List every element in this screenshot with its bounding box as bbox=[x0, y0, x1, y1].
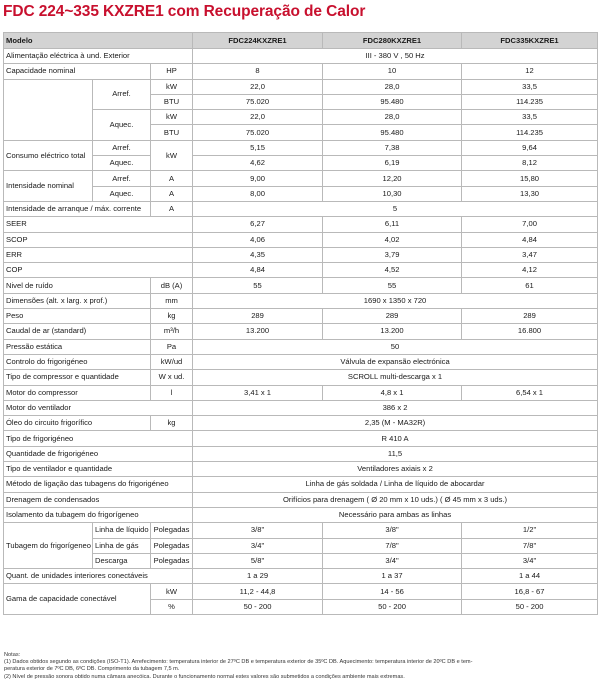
note-2: (2) Nível de pressão sonora obtido numa câmara anecóica. Durante o funcionamento normal estes valores são submetidos a condições ambiente mais extremas. bbox=[4, 673, 405, 680]
table-row bbox=[4, 293, 598, 308]
table-row bbox=[4, 324, 598, 339]
row-unit: W x ud. bbox=[151, 370, 193, 385]
cell-value: 114.235 bbox=[462, 125, 598, 140]
cell-value: 289 bbox=[193, 309, 323, 324]
table-row bbox=[4, 201, 598, 216]
cell-value: 9,00 bbox=[193, 171, 323, 186]
row-label: Nivel de ruído bbox=[4, 278, 151, 293]
cell-value: 4,52 bbox=[323, 263, 462, 278]
table-row bbox=[4, 523, 598, 538]
row-label: Tipo de frigorigéneo bbox=[4, 431, 193, 446]
row-value: Linha de gás soldada / Linha de líquido de abocardar bbox=[193, 477, 598, 492]
table-row bbox=[4, 140, 598, 155]
cell-value: 28,0 bbox=[323, 79, 462, 94]
row-label: Tipo de compressor e quantidade bbox=[4, 370, 151, 385]
row-unit: mm bbox=[151, 293, 193, 308]
row-sublabel: Linha de gás bbox=[93, 538, 151, 553]
row-label: SEER bbox=[4, 217, 193, 232]
table-row bbox=[4, 446, 598, 461]
row-value: SCROLL multi-descarga x 1 bbox=[193, 370, 598, 385]
footnotes bbox=[4, 652, 596, 681]
row-sublabel: Aquec. bbox=[93, 186, 151, 201]
row-unit: Pa bbox=[151, 339, 193, 354]
header-modelo: Modelo bbox=[4, 33, 193, 49]
cell-value: 13.200 bbox=[323, 324, 462, 339]
cell-value: 6,54 x 1 bbox=[462, 385, 598, 400]
cell-value: 11,2 - 44,8 bbox=[193, 584, 323, 599]
header-model-2: FDC280KXZRE1 bbox=[323, 33, 462, 49]
row-label: ERR bbox=[4, 247, 193, 262]
cell-value: 8,12 bbox=[462, 156, 598, 171]
table-row bbox=[4, 400, 598, 415]
cell-value: 1 a 37 bbox=[323, 569, 462, 584]
cell-value: 4,84 bbox=[193, 263, 323, 278]
cell-value: 7,00 bbox=[462, 217, 598, 232]
cell-value: 4,35 bbox=[193, 247, 323, 262]
cell-value: 95.480 bbox=[323, 125, 462, 140]
row-label: Intensidade de arranque / máx. corrente bbox=[4, 201, 151, 216]
row-sublabel: Descarga bbox=[93, 553, 151, 568]
cell-value: 1 a 29 bbox=[193, 569, 323, 584]
table-row bbox=[4, 354, 598, 369]
table-row bbox=[4, 247, 598, 262]
row-label: Método de ligação das tubagens do frigorigéneo bbox=[4, 477, 193, 492]
row-sublabel: Arref. bbox=[93, 171, 151, 186]
row-value: 5 bbox=[193, 201, 598, 216]
cell-value: 114.235 bbox=[462, 94, 598, 109]
row-value: 386 x 2 bbox=[193, 400, 598, 415]
table-row bbox=[4, 64, 598, 79]
row-unit: l bbox=[151, 385, 193, 400]
row-value: R 410 A bbox=[193, 431, 598, 446]
cell-value: 12,20 bbox=[323, 171, 462, 186]
cell-value: 50 - 200 bbox=[462, 599, 598, 614]
cell-value: 61 bbox=[462, 278, 598, 293]
cell-value: 16,8 - 67 bbox=[462, 584, 598, 599]
cell-value: 7/8" bbox=[323, 538, 462, 553]
row-label: Dimensões (alt. x larg. x prof.) bbox=[4, 293, 151, 308]
table-row bbox=[4, 507, 598, 522]
cell-value: 12 bbox=[462, 64, 598, 79]
table-row bbox=[4, 171, 598, 186]
cell-value: 8 bbox=[193, 64, 323, 79]
capacity-group-spacer bbox=[4, 79, 93, 140]
cell-value: 50 - 200 bbox=[193, 599, 323, 614]
cell-value: 22,0 bbox=[193, 79, 323, 94]
cell-value: 5/8" bbox=[193, 553, 323, 568]
cell-value: 33,5 bbox=[462, 79, 598, 94]
row-label: Intensidade nominal bbox=[4, 171, 93, 202]
table-row bbox=[4, 569, 598, 584]
row-unit: kW bbox=[151, 584, 193, 599]
row-value: 50 bbox=[193, 339, 598, 354]
cell-value: 3/4" bbox=[462, 553, 598, 568]
cell-value: 3/8" bbox=[193, 523, 323, 538]
cell-value: 1/2" bbox=[462, 523, 598, 538]
cell-value: 3/8" bbox=[323, 523, 462, 538]
row-unit: Polegadas bbox=[151, 538, 193, 553]
note-1: (1) Dados obtidos segundo as condições (ISO-T1). Arrefecimento: temperatura interior de 27ºC DB e temperatura exterior de 35ºC DB. Aquecimento: temperatura interior de 20ºC DB e tem- bbox=[4, 659, 473, 666]
cell-value: 3,79 bbox=[323, 247, 462, 262]
row-unit: dB (A) bbox=[151, 278, 193, 293]
row-unit: m³/h bbox=[151, 324, 193, 339]
row-unit: Polegadas bbox=[151, 553, 193, 568]
notes-heading: Notas: bbox=[4, 652, 21, 658]
cell-value: 50 - 200 bbox=[323, 599, 462, 614]
cell-value: 10 bbox=[323, 64, 462, 79]
row-label: Pressão estática bbox=[4, 339, 151, 354]
row-label: Alimentação eléctrica à und. Exterior bbox=[4, 49, 193, 64]
cell-value: 289 bbox=[462, 309, 598, 324]
row-label: Óleo do circuito frigorífico bbox=[4, 416, 151, 431]
row-unit: kg bbox=[151, 309, 193, 324]
row-sublabel: Arref. bbox=[93, 140, 151, 155]
row-sublabel: Aquec. bbox=[93, 156, 151, 171]
row-label: Isolamento da tubagem do frigorígeneo bbox=[4, 507, 193, 522]
cell-value: 13.200 bbox=[193, 324, 323, 339]
table-row bbox=[4, 263, 598, 278]
row-value: 1690 x 1350 x 720 bbox=[193, 293, 598, 308]
cell-value: 4,12 bbox=[462, 263, 598, 278]
row-value: Válvula de expansão electrónica bbox=[193, 354, 598, 369]
row-unit: BTU bbox=[151, 94, 193, 109]
row-value: Ventiladores axiais x 2 bbox=[193, 462, 598, 477]
row-label: Quantidade de frigorigéneo bbox=[4, 446, 193, 461]
row-label: Capacidade nominal bbox=[4, 64, 151, 79]
cell-value: 4,84 bbox=[462, 232, 598, 247]
row-unit: A bbox=[151, 186, 193, 201]
row-unit: kg bbox=[151, 416, 193, 431]
row-sublabel: Arref. bbox=[93, 79, 151, 110]
cell-value: 55 bbox=[323, 278, 462, 293]
cell-value: 6,19 bbox=[323, 156, 462, 171]
row-label: Caudal de ar (standard) bbox=[4, 324, 151, 339]
table-row bbox=[4, 49, 598, 64]
table-row bbox=[4, 584, 598, 599]
row-unit: kW bbox=[151, 140, 193, 171]
row-unit: A bbox=[151, 171, 193, 186]
row-unit: Polegadas bbox=[151, 523, 193, 538]
table-row bbox=[4, 186, 598, 201]
cell-value: 289 bbox=[323, 309, 462, 324]
table-row bbox=[4, 110, 598, 125]
cell-value: 8,00 bbox=[193, 186, 323, 201]
table-row bbox=[4, 339, 598, 354]
row-label: Tipo de ventilador e quantidade bbox=[4, 462, 193, 477]
cell-value: 75.020 bbox=[193, 125, 323, 140]
table-row bbox=[4, 232, 598, 247]
cell-value: 55 bbox=[193, 278, 323, 293]
row-label: Drenagem de condensados bbox=[4, 492, 193, 507]
row-unit: BTU bbox=[151, 125, 193, 140]
cell-value: 1 a 44 bbox=[462, 569, 598, 584]
row-label: Motor do compressor bbox=[4, 385, 151, 400]
header-model-3: FDC335KXZRE1 bbox=[462, 33, 598, 49]
row-label: SCOP bbox=[4, 232, 193, 247]
cell-value: 6,27 bbox=[193, 217, 323, 232]
cell-value: 7/8" bbox=[462, 538, 598, 553]
row-value: Necessário para ambas as linhas bbox=[193, 507, 598, 522]
cell-value: 15,80 bbox=[462, 171, 598, 186]
cell-value: 28,0 bbox=[323, 110, 462, 125]
cell-value: 13,30 bbox=[462, 186, 598, 201]
cell-value: 75.020 bbox=[193, 94, 323, 109]
cell-value: 14 - 56 bbox=[323, 584, 462, 599]
page-title: FDC 224~335 KXZRE1 com Recuperação de Calor bbox=[3, 3, 366, 20]
row-unit: kW bbox=[151, 79, 193, 94]
row-unit: kW bbox=[151, 110, 193, 125]
table-row bbox=[4, 79, 598, 94]
table-row bbox=[4, 492, 598, 507]
cell-value: 3,41 x 1 bbox=[193, 385, 323, 400]
cell-value: 33,5 bbox=[462, 110, 598, 125]
row-value: Orifícios para drenagem ( Ø 20 mm x 10 uds.) ( Ø 45 mm x 3 uds.) bbox=[193, 492, 598, 507]
cell-value: 4,62 bbox=[193, 156, 323, 171]
cell-value: 95.480 bbox=[323, 94, 462, 109]
cell-value: 6,11 bbox=[323, 217, 462, 232]
row-label: Gama de capacidade conectável bbox=[4, 584, 151, 615]
note-1-continued: peratura exterior de 7ºC DB, 6ºC DB. Comprimento da tubagem 7,5 m. bbox=[4, 666, 180, 673]
cell-value: 5,15 bbox=[193, 140, 323, 155]
row-unit: HP bbox=[151, 64, 193, 79]
row-sublabel: Aquec. bbox=[93, 110, 151, 141]
row-label: Peso bbox=[4, 309, 151, 324]
row-unit: % bbox=[151, 599, 193, 614]
row-value: III - 380 V , 50 Hz bbox=[193, 49, 598, 64]
row-label: Motor do ventilador bbox=[4, 400, 193, 415]
row-sublabel: Linha de líquido bbox=[93, 523, 151, 538]
cell-value: 4,8 x 1 bbox=[323, 385, 462, 400]
table-row bbox=[4, 431, 598, 446]
cell-value: 7,38 bbox=[323, 140, 462, 155]
cell-value: 3,47 bbox=[462, 247, 598, 262]
table-row bbox=[4, 278, 598, 293]
row-value: 2,35 (M - MA32R) bbox=[193, 416, 598, 431]
header-model-1: FDC224KXZRE1 bbox=[193, 33, 323, 49]
row-label: Quant. de unidades interiores conectáveis bbox=[4, 569, 193, 584]
cell-value: 3/4" bbox=[193, 538, 323, 553]
row-label: Consumo eléctrico total bbox=[4, 140, 93, 171]
table-row bbox=[4, 553, 598, 568]
table-row bbox=[4, 370, 598, 385]
table-row bbox=[4, 309, 598, 324]
table-row bbox=[4, 156, 598, 171]
row-label: Controlo do frigorigéneo bbox=[4, 354, 151, 369]
row-value: 11,5 bbox=[193, 446, 598, 461]
row-label: Tubagem do frigorígeneo bbox=[4, 523, 93, 569]
cell-value: 9,64 bbox=[462, 140, 598, 155]
table-row bbox=[4, 538, 598, 553]
table-row bbox=[4, 477, 598, 492]
table-row bbox=[4, 385, 598, 400]
cell-value: 10,30 bbox=[323, 186, 462, 201]
table-row bbox=[4, 217, 598, 232]
row-label: COP bbox=[4, 263, 193, 278]
cell-value: 3/4" bbox=[323, 553, 462, 568]
row-unit: kW/ud bbox=[151, 354, 193, 369]
table-row bbox=[4, 462, 598, 477]
cell-value: 4,02 bbox=[323, 232, 462, 247]
table-row bbox=[4, 416, 598, 431]
cell-value: 22,0 bbox=[193, 110, 323, 125]
row-unit: A bbox=[151, 201, 193, 216]
cell-value: 16.800 bbox=[462, 324, 598, 339]
spec-table bbox=[3, 32, 598, 615]
cell-value: 4,06 bbox=[193, 232, 323, 247]
table-header-row bbox=[4, 33, 598, 49]
